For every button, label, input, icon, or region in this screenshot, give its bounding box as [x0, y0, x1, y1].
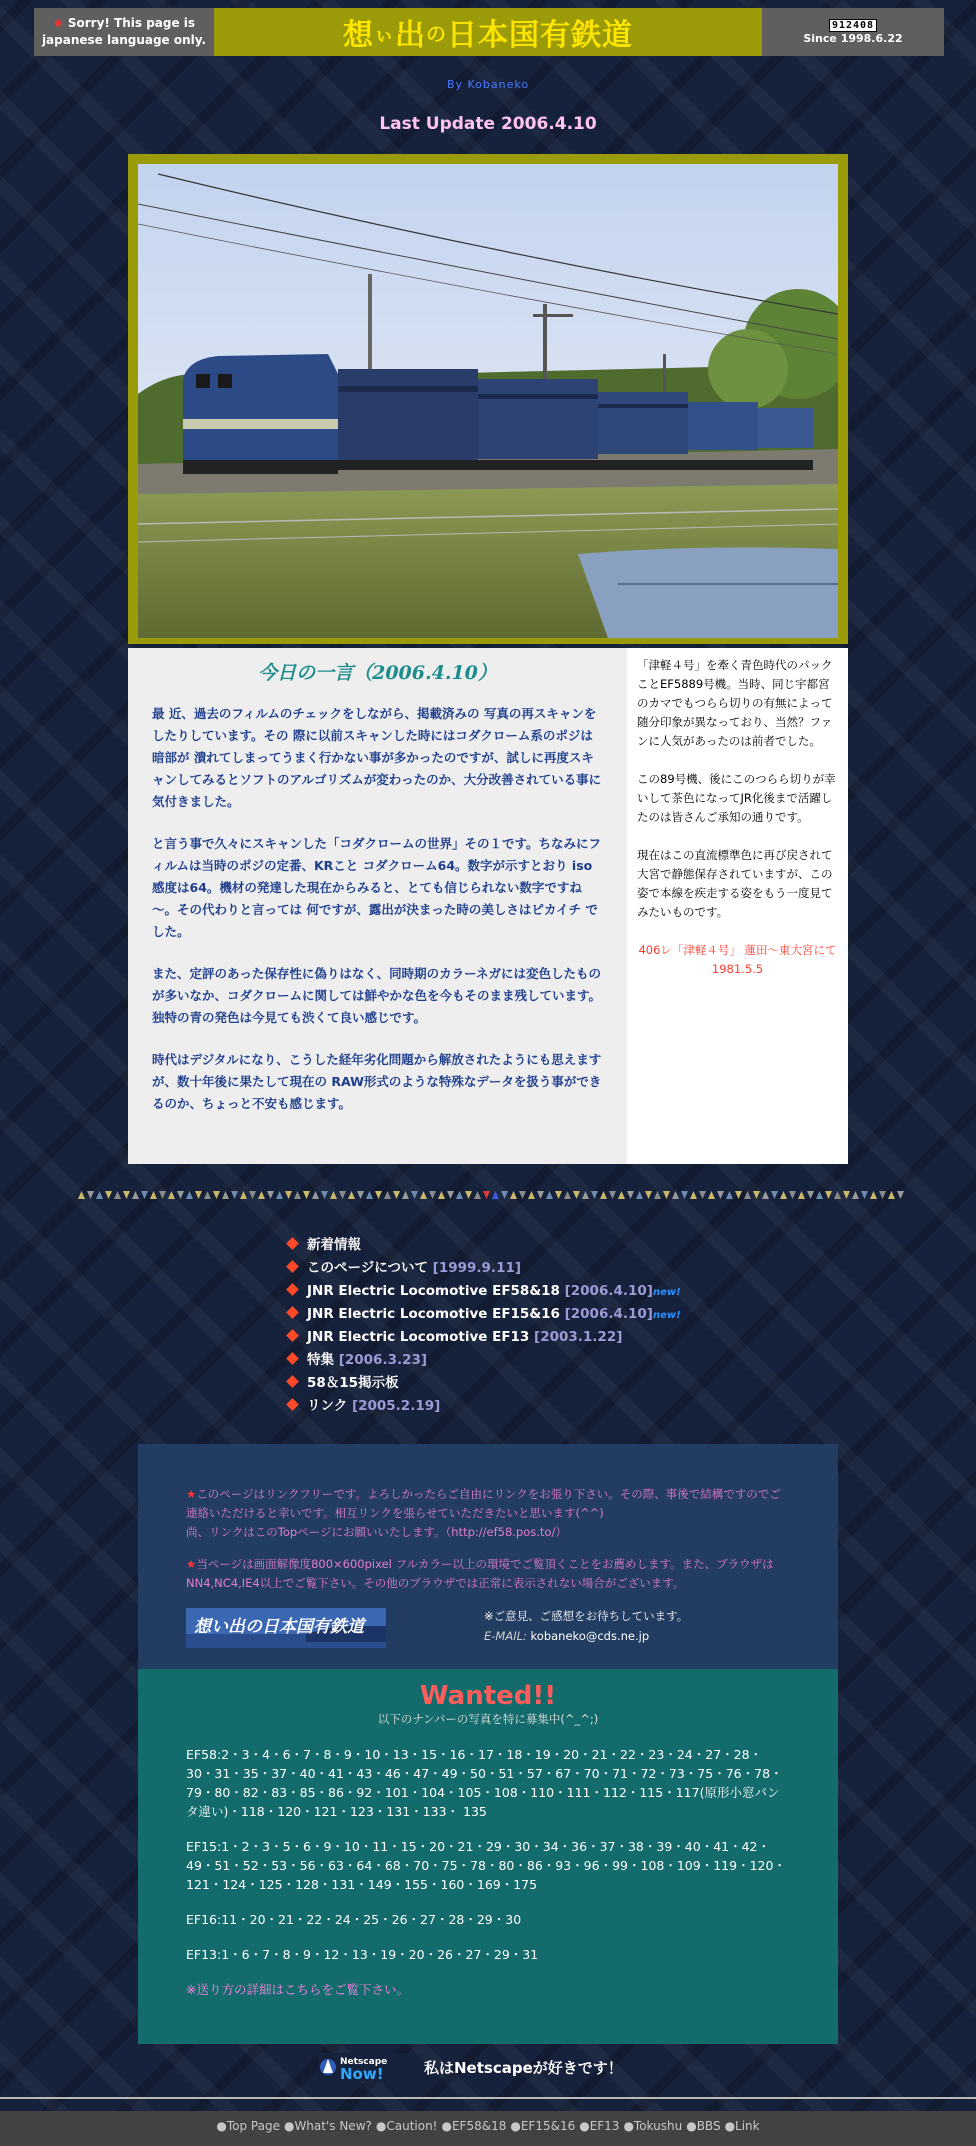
diamond-icon — [286, 1237, 299, 1250]
star-icon: ★ — [52, 16, 64, 30]
divider-triangle — [537, 1191, 544, 1199]
site-title — [214, 8, 762, 56]
divider-triangle — [465, 1191, 472, 1199]
divider-triangle — [510, 1191, 517, 1199]
divider-triangle — [456, 1191, 463, 1199]
divider-triangle — [375, 1191, 382, 1199]
divider-triangle — [618, 1191, 625, 1199]
divider-triangle — [114, 1191, 121, 1199]
diamond-icon — [286, 1398, 299, 1411]
divider-triangle — [285, 1191, 292, 1199]
divider-triangle — [555, 1191, 562, 1199]
divider-triangle — [258, 1191, 265, 1199]
footer-link-tokushu[interactable]: ●Tokushu — [623, 2119, 683, 2133]
menu-item-special[interactable] — [286, 1349, 681, 1372]
menu-item-label: JNR Electric Locomotive EF13 — [307, 1329, 530, 1345]
wanted-list-ef15: EF15:1・2・3・5・6・9・10・11・15・20・21・29・30・34・36・37・38・39・40・41・42・49・51・52・53・56・63・64・68・70・75・78・80・86・93・96・99・108・109・119・120・121・124・125・128・131・149・155・160・169・175 — [186, 1839, 786, 1892]
divider-triangle — [177, 1191, 184, 1199]
divider-triangle — [213, 1191, 220, 1199]
menu-item-label: JNR Electric Locomotive EF15&16 — [307, 1306, 560, 1322]
divider-triangle — [726, 1191, 733, 1199]
diamond-icon — [286, 1260, 299, 1273]
byline: By Kobaneko — [446, 78, 530, 91]
menu-item-ef15[interactable] — [286, 1303, 681, 1326]
divider-triangle — [330, 1191, 337, 1199]
divider-triangle — [843, 1191, 850, 1199]
site-banner[interactable] — [186, 1608, 386, 1648]
divider-triangle — [645, 1191, 652, 1199]
divider-triangle — [276, 1191, 283, 1199]
divider-triangle — [609, 1191, 616, 1199]
divider-triangle — [483, 1191, 490, 1199]
description-paragraph: 「津軽４号」を牽く青色時代のパックことEF5889号機。当時、同じ宇都宮のカマでもつらら切りの有無によって随分印象が異なっており、当然？ファンに人気があったのは前者でした。 — [637, 658, 833, 748]
divider-triangle — [249, 1191, 256, 1199]
menu-item-date: [2006.3.23] — [338, 1352, 428, 1368]
divider-triangle — [204, 1191, 211, 1199]
menu-item-bbs[interactable] — [286, 1372, 681, 1395]
divider-triangle — [105, 1191, 112, 1199]
divider-triangle — [519, 1191, 526, 1199]
divider-triangle — [294, 1191, 301, 1199]
resolution-notice — [186, 1555, 788, 1593]
divider-triangle — [474, 1191, 481, 1199]
footer-divider — [0, 2097, 976, 2099]
menu-item-date: [2006.4.10] — [564, 1283, 653, 1299]
divider-triangle — [159, 1191, 166, 1199]
divider-triangle — [573, 1191, 580, 1199]
last-update: Last Update 2006.4.10 — [379, 114, 597, 134]
divider-triangle — [654, 1191, 661, 1199]
divider-triangle — [825, 1191, 832, 1199]
divider-triangle — [699, 1191, 706, 1199]
comment-paragraph: と言う事で久々にスキャンした「コダクロームの世界」その１です。ちなみにフィルムは当時のポジの定番、KRこと コダクローム64。数字が示すとおり iso感度は64。機材の発達した現在からみると、とても信じられない数字ですね～。その代わりと言っては 何ですが、露出が決まった時の美しさはピカイチ でした。 — [152, 836, 602, 939]
divider-triangle — [87, 1191, 94, 1199]
netscape-logo-small: Netscape — [340, 2057, 388, 2067]
divider-triangle — [897, 1191, 904, 1199]
divider-triangle — [762, 1191, 769, 1199]
divider-triangle — [636, 1191, 643, 1199]
photo-description-panel — [627, 648, 848, 1164]
wanted-subtitle: 以下のナンバーの写真を特に募集中(^_^;) — [377, 1712, 599, 1726]
footer-link-link[interactable]: ●Link — [724, 2119, 760, 2133]
info-panel — [138, 1444, 838, 1669]
photo-caption: 406レ「津軽４号」 蓮田～東大宮にて 1981.5.5 — [638, 943, 849, 976]
footer-link-whats-new[interactable]: ●What's New? — [283, 2119, 372, 2133]
language-notice — [34, 8, 214, 56]
divider-triangle — [681, 1191, 688, 1199]
menu-item-label: JNR Electric Locomotive EF58&18 — [307, 1283, 560, 1299]
divider-triangle — [303, 1191, 310, 1199]
divider-triangle — [447, 1191, 454, 1199]
title-part: 出 — [395, 18, 426, 53]
since-date: Since 1998.6.22 — [803, 32, 903, 45]
divider-triangle — [195, 1191, 202, 1199]
divider-triangle — [321, 1191, 328, 1199]
divider-triangle — [789, 1191, 796, 1199]
banner-image — [186, 1608, 386, 1648]
photo-frame — [128, 154, 848, 644]
netscape-logo-icon — [318, 2053, 410, 2081]
divider-triangle — [852, 1191, 859, 1199]
divider-triangle — [753, 1191, 760, 1199]
divider-triangle — [96, 1191, 103, 1199]
triangle-divider — [78, 1190, 908, 1200]
divider-triangle — [672, 1191, 679, 1199]
divider-triangle — [231, 1191, 238, 1199]
divider-triangle — [564, 1191, 571, 1199]
divider-triangle — [798, 1191, 805, 1199]
link-url-text: 尚、リンクはこのTopページにお願いいたします。（http://ef58.pos.to/） — [186, 1525, 567, 1539]
footer-link-top[interactable]: ●Top Page — [216, 2119, 280, 2133]
divider-triangle — [267, 1191, 274, 1199]
menu-item-whats-new[interactable] — [286, 1234, 681, 1257]
divider-triangle — [888, 1191, 895, 1199]
divider-triangle — [879, 1191, 886, 1199]
divider-triangle — [420, 1191, 427, 1199]
divider-triangle — [591, 1191, 598, 1199]
description-paragraph: 現在はこの直流標準色に再び戻されて大宮で静態保存されていますが、この姿で本線を疾走する姿をもう一度見てみたいものです。 — [637, 848, 833, 919]
header-bar — [34, 8, 944, 56]
divider-triangle — [384, 1191, 391, 1199]
diamond-icon — [286, 1352, 299, 1365]
menu-item-about[interactable] — [286, 1257, 681, 1280]
daily-comment-heading: 今日の一言（2006.4.10） — [258, 662, 497, 684]
star-icon: ★ — [186, 1487, 197, 1501]
divider-triangle — [627, 1191, 634, 1199]
diamond-icon — [286, 1375, 299, 1388]
divider-triangle — [429, 1191, 436, 1199]
star-icon: ★ — [186, 1557, 197, 1571]
email-label: E-MAIL: — [484, 1629, 527, 1643]
netscape-text: 私はNetscapeが好きです！ — [424, 2058, 623, 2077]
divider-triangle — [870, 1191, 877, 1199]
divider-triangle — [240, 1191, 247, 1199]
divider-triangle — [123, 1191, 130, 1199]
daily-comment-panel — [128, 648, 627, 1164]
divider-triangle — [861, 1191, 868, 1199]
diamond-icon — [286, 1306, 299, 1319]
wanted-title: Wanted!! — [419, 1681, 557, 1711]
wanted-list-ef16: EF16:11・20・21・22・24・25・26・27・28・29・30 — [186, 1912, 522, 1927]
title-part: の — [426, 21, 447, 46]
comment-paragraph: 最 近、過去のフィルムのチェックをしながら、掲載済みの 写真の再スキャンをしたりしています。その 際に以前スキャンした時にはコダクローム系のポジは暗部が 潰れてしまってうまく行かない事が多かったのですが、試しに再度スキャンしてみるとソフトのアルゴリズムが変わったのか、大分改善されている事に気付きました。 — [152, 706, 602, 809]
menu-item-ef13[interactable] — [286, 1326, 681, 1349]
divider-triangle — [744, 1191, 751, 1199]
divider-triangle — [780, 1191, 787, 1199]
notice-line1: Sorry! This page is — [67, 16, 196, 30]
netscape-logo-big: Now! — [340, 2065, 384, 2081]
menu-item-label: 58＆15掲示板 — [307, 1375, 399, 1391]
divider-triangle — [348, 1191, 355, 1199]
divider-triangle — [690, 1191, 697, 1199]
divider-triangle — [357, 1191, 364, 1199]
divider-triangle — [438, 1191, 445, 1199]
divider-triangle — [663, 1191, 670, 1199]
menu-item-links[interactable] — [286, 1395, 681, 1418]
divider-triangle — [366, 1191, 373, 1199]
divider-triangle — [807, 1191, 814, 1199]
footer-link-ef13[interactable]: ●EF13 — [579, 2119, 620, 2133]
submission-details-link[interactable]: ※送り方の詳細はこちらをご覧下さい。 — [186, 1982, 409, 1997]
netscape-badge — [318, 2052, 623, 2082]
menu-item-label: 特集 — [307, 1352, 334, 1368]
footer-link-bbs[interactable]: ●BBS — [686, 2119, 721, 2133]
title-part: 想 — [343, 18, 374, 53]
divider-triangle — [186, 1191, 193, 1199]
footer-link-ef58[interactable]: ●EF58&18 — [441, 2119, 507, 2133]
banner-text: 想い出の日本国有鉄道 — [194, 1617, 364, 1637]
divider-triangle — [168, 1191, 175, 1199]
contact-info — [484, 1606, 688, 1646]
diamond-icon — [286, 1329, 299, 1342]
comment-paragraph: 時代はデジタルになり、こうした経年劣化問題から解放されたようにも思えますが、数十年後に果たして現在の RAW形式のような特殊なデータを扱う事ができるのか、ちょっと不安も感じます。 — [152, 1052, 602, 1111]
divider-triangle — [393, 1191, 400, 1199]
menu-item-date: [2005.2.19] — [351, 1398, 441, 1414]
divider-triangle — [600, 1191, 607, 1199]
divider-triangle — [546, 1191, 553, 1199]
divider-triangle — [402, 1191, 409, 1199]
menu-item-date: [1999.9.11] — [432, 1260, 522, 1276]
divider-triangle — [222, 1191, 229, 1199]
email-link[interactable]: kobaneko@cds.ne.jp — [530, 1629, 650, 1643]
description-paragraph: この89号機、後にこのつらら切りが幸いして茶色になってJR化後まで活躍したのは皆さんご承知の通りです。 — [637, 772, 836, 824]
footer-link-caution[interactable]: ●Caution! — [375, 2119, 438, 2133]
diamond-icon — [286, 1283, 299, 1296]
divider-triangle — [501, 1191, 508, 1199]
comment-paragraph: また、定評のあった保存性に偽りはなく、同時期のカラーネガには変色したものが多いなか、コダクロームに関しては鮮やかな色を今もそのまま残しています。独特の青の発色は今見ても渋くて良い感じです。 — [152, 966, 602, 1025]
divider-triangle — [708, 1191, 715, 1199]
resolution-text: 当ページは画面解像度800×600pixel フルカラー以上の環境でご覧頂くことをお薦めします。また、ブラウザはNN4,NC4,IE4以上でご覧下さい。その他のブラウザでは正常に表示されない場合がございます。 — [186, 1557, 774, 1590]
divider-triangle — [411, 1191, 418, 1199]
menu-item-label: リンク — [307, 1398, 348, 1414]
divider-triangle — [78, 1191, 85, 1199]
train-photo-illustration — [138, 164, 838, 638]
link-free-text: このページはリンクフリーです。よろしかったらご自由にリンクをお張り下さい。その際、事後で結構ですのでご連絡いただけると幸いです。相互リンクを張らせていただきたいと思います(^^) — [186, 1487, 781, 1520]
netscape-now-logo[interactable] — [318, 2053, 410, 2081]
divider-triangle — [834, 1191, 841, 1199]
wanted-panel — [138, 1669, 838, 2044]
wanted-list-ef58: EF58:2・3・4・6・7・8・9・10・13・15・16・17・18・19・20・21・22・23・24・27・28・30・31・35・37・40・41・43・46・47・49・50・51・57・67・70・71・72・73・75・76・78・79・80・82・83・85・86・92・101・104・105・108・110・111・112・115・117(原形小窓パンタ違い)・118・120・121・123・131・133・ 135 — [186, 1747, 783, 1819]
main-menu — [286, 1234, 681, 1418]
new-badge: new! — [652, 1287, 681, 1298]
divider-triangle — [771, 1191, 778, 1199]
divider-triangle — [132, 1191, 139, 1199]
menu-item-date: [2006.4.10] — [564, 1306, 653, 1322]
contact-line: ※ご意見、ご感想をお待ちしています。 — [484, 1609, 689, 1623]
menu-item-label: このページについて — [307, 1260, 428, 1276]
notice-line2: japanese language only. — [41, 33, 207, 47]
divider-triangle — [735, 1191, 742, 1199]
visitor-counter: 912408 — [829, 19, 877, 32]
divider-triangle — [492, 1191, 499, 1199]
divider-triangle — [717, 1191, 724, 1199]
train-photo — [138, 164, 838, 638]
divider-triangle — [582, 1191, 589, 1199]
divider-triangle — [312, 1191, 319, 1199]
title-part: 日本国有鉄道 — [447, 18, 633, 53]
menu-item-date: [2003.1.22] — [534, 1329, 623, 1345]
wanted-list-ef13: EF13:1・6・7・8・9・12・13・19・20・26・27・29・31 — [186, 1947, 539, 1962]
footer-link-ef15[interactable]: ●EF15&16 — [510, 2119, 576, 2133]
divider-triangle — [150, 1191, 157, 1199]
menu-item-label: 新着情報 — [307, 1237, 361, 1253]
footer-nav — [0, 2111, 976, 2146]
title-part: ぃ — [374, 21, 395, 46]
divider-triangle — [816, 1191, 823, 1199]
link-free-notice — [186, 1485, 788, 1542]
divider-triangle — [339, 1191, 346, 1199]
header-counter-area — [762, 8, 944, 56]
divider-triangle — [528, 1191, 535, 1199]
new-badge: new! — [652, 1310, 681, 1321]
menu-item-ef58[interactable] — [286, 1280, 681, 1303]
divider-triangle — [141, 1191, 148, 1199]
